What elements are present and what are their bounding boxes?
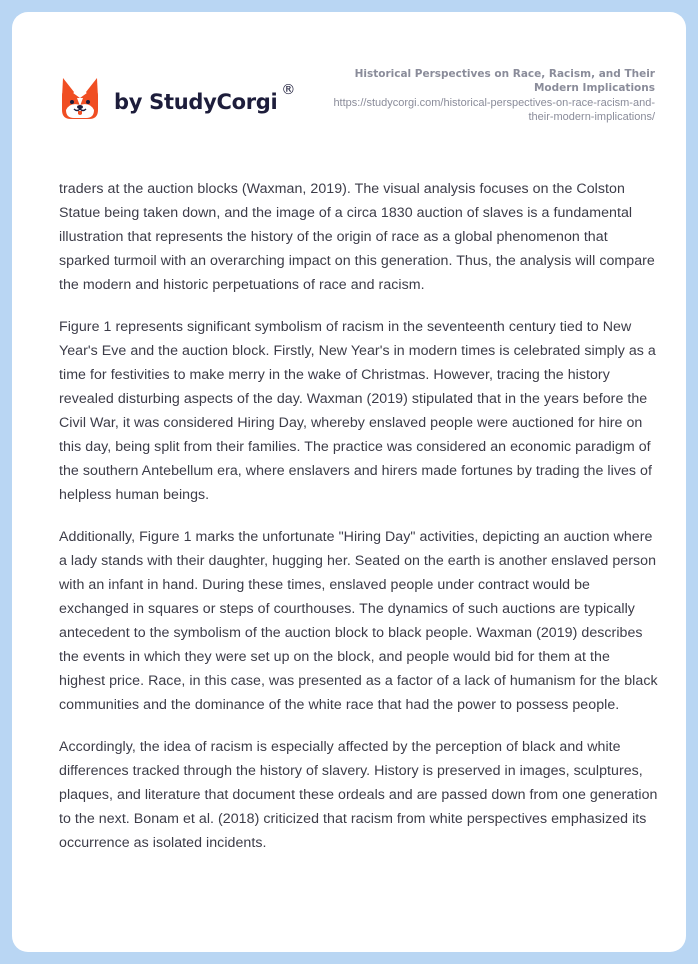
studycorgi-logo[interactable] [60, 76, 295, 120]
brand-name: by StudyCorgi [114, 90, 278, 114]
document-url[interactable]: https://studycorgi.com/historical-perspectives-on-race-racism-and-their-modern-implications/ [333, 97, 655, 123]
paragraph: Accordingly, the idea of racism is especially affected by the perception of black and white differences tracked through the history of slavery. History is preserved in images, sculptures, plaques, and literature that document these ordeals and are passed down from one generation to the next. Bonam et al. (2018) criticized that racism from white perspectives emphasized its occurrence as isolated incidents. [59, 739, 658, 851]
paragraph: traders at the auction blocks (Waxman, 2019). The visual analysis focuses on the Colston Statue being taken down, and the image of a circa 1830 auction of slaves is a fundamental illustration that represents the history of the origin of race as a global phenomenon that sparked turmoil with an overarching impact on this generation. Thus, the analysis will compare the modern and historic perpetuations of race and racism. [59, 181, 655, 293]
document-card [12, 12, 686, 952]
page-header [12, 12, 686, 172]
paragraph: Additionally, Figure 1 marks the unfortunate "Hiring Day" activities, depicting an auction where a lady stands with their daughter, hugging her. Seated on the earth is another enslaved person with an infant in hand. During these times, enslaved people under contract would be exchanged in squares or steps of courthouses. The dynamics of such auctions are typically antecedent to the symbolism of the auction block to black people. Waxman (2019) describes the events in which they were set up on the block, and people would bid for them at the highest price. Race, in this case, was presented as a factor of a lack of humanism for the black communities and the dominance of the white race that had the power to possess people. [59, 529, 658, 713]
document-title: Historical Perspectives on Race, Racism, and Their Modern Implications [354, 68, 655, 94]
corgi-face-icon [60, 76, 100, 120]
registered-mark: ® [281, 82, 296, 98]
document-body [59, 177, 659, 873]
paragraph: Figure 1 represents significant symbolism of racism in the seventeenth century tied to New Year's Eve and the auction block. Firstly, New Year's in modern times is celebrated simply as a time for festivities to make merry in the wake of Christmas. However, tracing the history revealed disturbing aspects of the day. Waxman (2019) stipulated that in the years before the Civil War, it was considered Hiring Day, whereby enslaved people were auctioned for hire on this day, being split from their families. The practice was considered an economic paradigm of the southern Antebellum era, where enslavers and hirers made fortunes by trading the lives of helpless human beings. [59, 319, 656, 503]
document-meta [325, 67, 655, 124]
